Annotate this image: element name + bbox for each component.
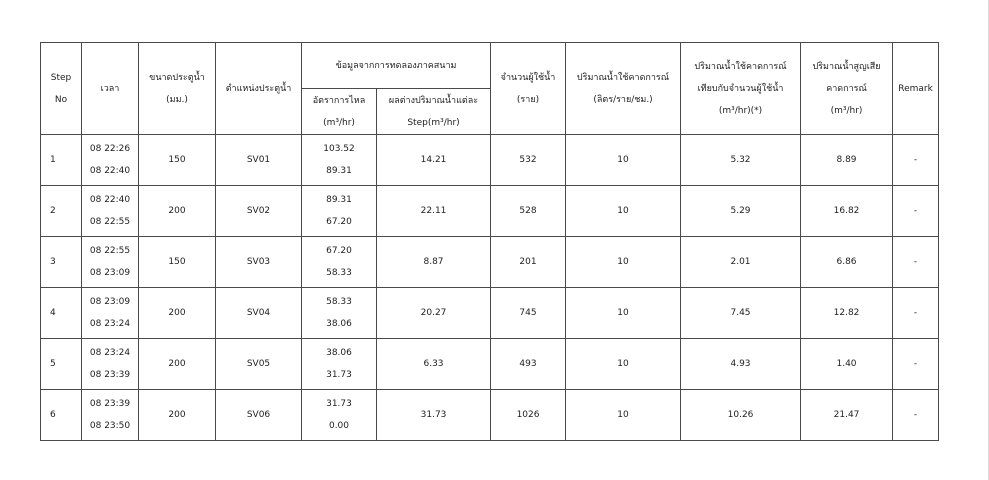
cell-est-loss: 12.82 bbox=[801, 288, 893, 339]
cell-valve-size: 200 bbox=[139, 186, 216, 237]
cell-est-loss: 6.86 bbox=[801, 237, 893, 288]
time-start: 08 23:09 bbox=[89, 297, 131, 307]
header-est-loss: ปริมาณน้ำสูญเสีย คาดการณ์ (m³/hr) bbox=[801, 43, 893, 135]
cell-remark: - bbox=[893, 237, 939, 288]
cell-remark: - bbox=[893, 390, 939, 441]
time-start: 08 23:39 bbox=[89, 399, 131, 409]
cell-flow-diff: 20.27 bbox=[377, 288, 491, 339]
cell-flow-rate bbox=[302, 237, 377, 288]
time-end: 08 23:50 bbox=[89, 421, 131, 431]
header-est-usage: ปริมาณน้ำใช้คาดการณ์ (ลิตร/ราย/ชม.) bbox=[566, 43, 681, 135]
cell-valve-position: SV02 bbox=[216, 186, 302, 237]
cell-valve-size: 150 bbox=[139, 135, 216, 186]
cell-valve-size: 200 bbox=[139, 288, 216, 339]
cell-flow-diff: 22.11 bbox=[377, 186, 491, 237]
cell-est-usage: 10 bbox=[566, 186, 681, 237]
header-flow-diff: ผลต่างปริมาณน้ำแต่ละ Step(m³/hr) bbox=[377, 89, 491, 135]
time-end: 08 22:40 bbox=[89, 166, 131, 176]
flow-start: 31.73 bbox=[326, 399, 352, 409]
cell-time bbox=[82, 237, 139, 288]
flow-end: 38.06 bbox=[326, 319, 352, 329]
cell-est-loss: 8.89 bbox=[801, 135, 893, 186]
cell-valve-position: SV05 bbox=[216, 339, 302, 390]
cell-step: 4 bbox=[41, 288, 82, 339]
time-end: 08 22:55 bbox=[89, 217, 131, 227]
flow-end: 58.33 bbox=[326, 268, 352, 278]
cell-est-loss: 21.47 bbox=[801, 390, 893, 441]
flow-start: 38.06 bbox=[326, 348, 352, 358]
time-start: 08 23:24 bbox=[89, 348, 131, 358]
time-start: 08 22:26 bbox=[89, 144, 131, 154]
flow-end: 67.20 bbox=[326, 217, 352, 227]
flow-start: 58.33 bbox=[326, 297, 352, 307]
header-flow-rate: อัตราการไหล (m³/hr) bbox=[302, 89, 377, 135]
cell-users: 1026 bbox=[491, 390, 566, 441]
cell-time bbox=[82, 186, 139, 237]
table-row bbox=[41, 390, 939, 441]
cell-step: 6 bbox=[41, 390, 82, 441]
time-start: 08 22:55 bbox=[89, 246, 131, 256]
header-valve-position: ตำแหน่งประตูน้ำ bbox=[216, 43, 302, 135]
header-field-data: ข้อมูลจากการทดลองภาคสนาม bbox=[302, 43, 491, 89]
cell-valve-size: 150 bbox=[139, 237, 216, 288]
header-remark: Remark bbox=[893, 43, 939, 135]
cell-flow-rate bbox=[302, 186, 377, 237]
cell-flow-diff: 14.21 bbox=[377, 135, 491, 186]
cell-est-usage: 10 bbox=[566, 390, 681, 441]
table-body bbox=[41, 135, 939, 441]
cell-est-vs-users: 5.32 bbox=[681, 135, 801, 186]
cell-est-vs-users: 5.29 bbox=[681, 186, 801, 237]
cell-step: 1 bbox=[41, 135, 82, 186]
flow-end: 0.00 bbox=[328, 421, 350, 431]
cell-time bbox=[82, 390, 139, 441]
flow-end: 31.73 bbox=[326, 370, 352, 380]
flow-start: 67.20 bbox=[326, 246, 352, 256]
cell-est-vs-users: 7.45 bbox=[681, 288, 801, 339]
time-start: 08 22:40 bbox=[89, 195, 131, 205]
cell-valve-size: 200 bbox=[139, 390, 216, 441]
cell-remark: - bbox=[893, 186, 939, 237]
cell-valve-size: 200 bbox=[139, 339, 216, 390]
table-row bbox=[41, 288, 939, 339]
cell-valve-position: SV06 bbox=[216, 390, 302, 441]
cell-remark: - bbox=[893, 288, 939, 339]
cell-est-usage: 10 bbox=[566, 237, 681, 288]
table-header bbox=[41, 43, 939, 135]
cell-time bbox=[82, 288, 139, 339]
cell-users: 745 bbox=[491, 288, 566, 339]
time-end: 08 23:09 bbox=[89, 268, 131, 278]
cell-est-vs-users: 4.93 bbox=[681, 339, 801, 390]
cell-est-loss: 16.82 bbox=[801, 186, 893, 237]
cell-flow-rate bbox=[302, 288, 377, 339]
cell-users: 532 bbox=[491, 135, 566, 186]
flow-start: 89.31 bbox=[326, 195, 352, 205]
cell-est-vs-users: 10.26 bbox=[681, 390, 801, 441]
cell-valve-position: SV01 bbox=[216, 135, 302, 186]
cell-step: 5 bbox=[41, 339, 82, 390]
header-time: เวลา bbox=[82, 43, 139, 135]
step-test-table bbox=[40, 42, 939, 441]
header-step-no: Step No bbox=[41, 43, 82, 135]
cell-flow-diff: 31.73 bbox=[377, 390, 491, 441]
table-row bbox=[41, 135, 939, 186]
time-end: 08 23:24 bbox=[89, 319, 131, 329]
time-end: 08 23:39 bbox=[89, 370, 131, 380]
cell-est-vs-users: 2.01 bbox=[681, 237, 801, 288]
cell-users: 201 bbox=[491, 237, 566, 288]
cell-users: 493 bbox=[491, 339, 566, 390]
cell-est-usage: 10 bbox=[566, 288, 681, 339]
cell-time bbox=[82, 135, 139, 186]
cell-flow-diff: 6.33 bbox=[377, 339, 491, 390]
cell-flow-rate bbox=[302, 390, 377, 441]
cell-users: 528 bbox=[491, 186, 566, 237]
cell-valve-position: SV04 bbox=[216, 288, 302, 339]
cell-flow-rate bbox=[302, 339, 377, 390]
cell-flow-rate bbox=[302, 135, 377, 186]
table-row bbox=[41, 237, 939, 288]
cell-est-loss: 1.40 bbox=[801, 339, 893, 390]
header-users: จำนวนผู้ใช้น้ำ (ราย) bbox=[491, 43, 566, 135]
cell-remark: - bbox=[893, 339, 939, 390]
table-row bbox=[41, 339, 939, 390]
cell-flow-diff: 8.87 bbox=[377, 237, 491, 288]
cell-time bbox=[82, 339, 139, 390]
header-valve-size: ขนาดประตูน้ำ (มม.) bbox=[139, 43, 216, 135]
cell-est-usage: 10 bbox=[566, 135, 681, 186]
cell-valve-position: SV03 bbox=[216, 237, 302, 288]
table-row bbox=[41, 186, 939, 237]
cell-remark: - bbox=[893, 135, 939, 186]
flow-end: 89.31 bbox=[326, 166, 352, 176]
cell-est-usage: 10 bbox=[566, 339, 681, 390]
cell-step: 2 bbox=[41, 186, 82, 237]
header-est-vs-users: ปริมาณน้ำใช้คาดการณ์ เทียบกับจำนวนผู้ใช้น้ำ (m³/hr)(*) bbox=[681, 43, 801, 135]
flow-start: 103.52 bbox=[323, 144, 355, 154]
cell-step: 3 bbox=[41, 237, 82, 288]
